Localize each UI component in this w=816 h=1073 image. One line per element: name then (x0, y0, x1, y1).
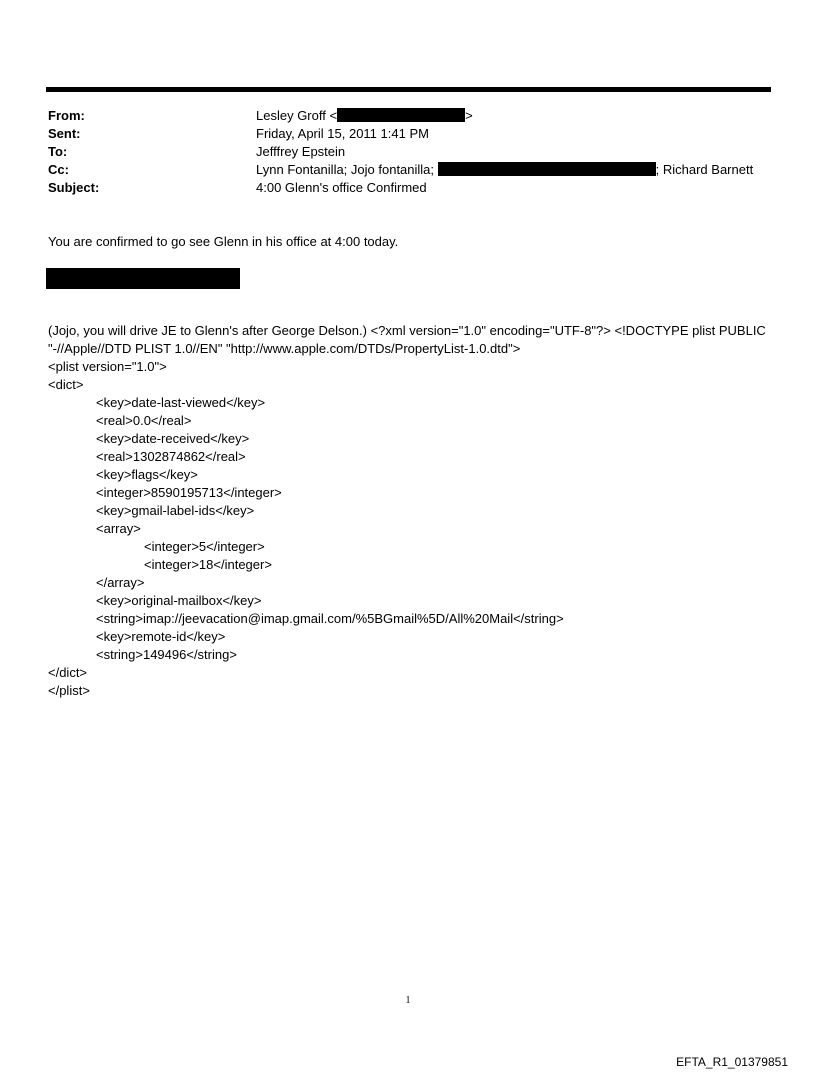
xml-line: <key>date-received</key> (96, 431, 250, 446)
xml-line: "-//Apple//DTD PLIST 1.0//EN" "http://www.apple.com/DTDs/PropertyList-1.0.dtd"> (48, 341, 521, 356)
document-id: EFTA_R1_01379851 (676, 1055, 788, 1069)
cc-suffix: ; Richard Barnett (655, 162, 754, 177)
xml-line: <integer>18</integer> (144, 557, 272, 572)
cc-row (48, 161, 778, 179)
from-row (48, 107, 778, 125)
redaction-box (438, 162, 656, 176)
to-row (48, 143, 778, 161)
subject-row (48, 179, 778, 197)
page-number: 1 (405, 995, 411, 1006)
xml-line: <real>1302874862</real> (96, 449, 246, 464)
xml-line: <plist version="1.0"> (48, 359, 167, 374)
cc-prefix: Lynn Fontanilla; Jojo fontanilla; (256, 162, 438, 177)
xml-line: <real>0.0</real> (96, 413, 192, 428)
xml-line: </plist> (48, 683, 90, 698)
redaction-block (46, 268, 240, 289)
to-label: To: (48, 144, 68, 159)
email-header (48, 107, 778, 197)
confirmation-text: You are confirmed to go see Glenn in his office at 4:00 today. (48, 234, 399, 249)
xml-line: <dict> (48, 377, 84, 392)
redaction-box (337, 108, 465, 122)
from-label: From: (48, 108, 85, 123)
to-value: Jefffrey Epstein (256, 144, 346, 159)
subject-label: Subject: (48, 180, 100, 195)
cc-label: Cc: (48, 162, 69, 177)
xml-line: </array> (96, 575, 145, 590)
xml-line: (Jojo, you will drive JE to Glenn's after George Delson.) <?xml version="1.0" encoding="UTF-8"?> <!DOCTYPE plist PUBLIC (48, 323, 766, 338)
sent-row (48, 125, 778, 143)
cc-value (256, 161, 753, 179)
xml-line: <key>gmail-label-ids</key> (96, 503, 255, 518)
from-value (256, 107, 473, 125)
xml-line: <key>remote-id</key> (96, 629, 226, 644)
xml-plist-block (48, 322, 788, 700)
from-name: Lesley Groff < (256, 108, 338, 123)
xml-line: <array> (96, 521, 141, 536)
xml-line: <string>imap://jeevacation@imap.gmail.com/%5BGmail%5D/All%20Mail</string> (96, 611, 564, 626)
xml-line: <key>flags</key> (96, 467, 198, 482)
xml-line: </dict> (48, 665, 88, 680)
xml-line: <string>149496</string> (96, 647, 237, 662)
sent-label: Sent: (48, 126, 81, 141)
subject-value: 4:00 Glenn's office Confirmed (256, 180, 427, 195)
xml-line: <key>date-last-viewed</key> (96, 395, 266, 410)
from-suffix: > (465, 108, 473, 123)
xml-line: <integer>5</integer> (144, 539, 265, 554)
xml-line: <integer>8590195713</integer> (96, 485, 282, 500)
header-rule (46, 87, 771, 92)
xml-line: <key>original-mailbox</key> (96, 593, 262, 608)
sent-value: Friday, April 15, 2011 1:41 PM (256, 126, 429, 141)
